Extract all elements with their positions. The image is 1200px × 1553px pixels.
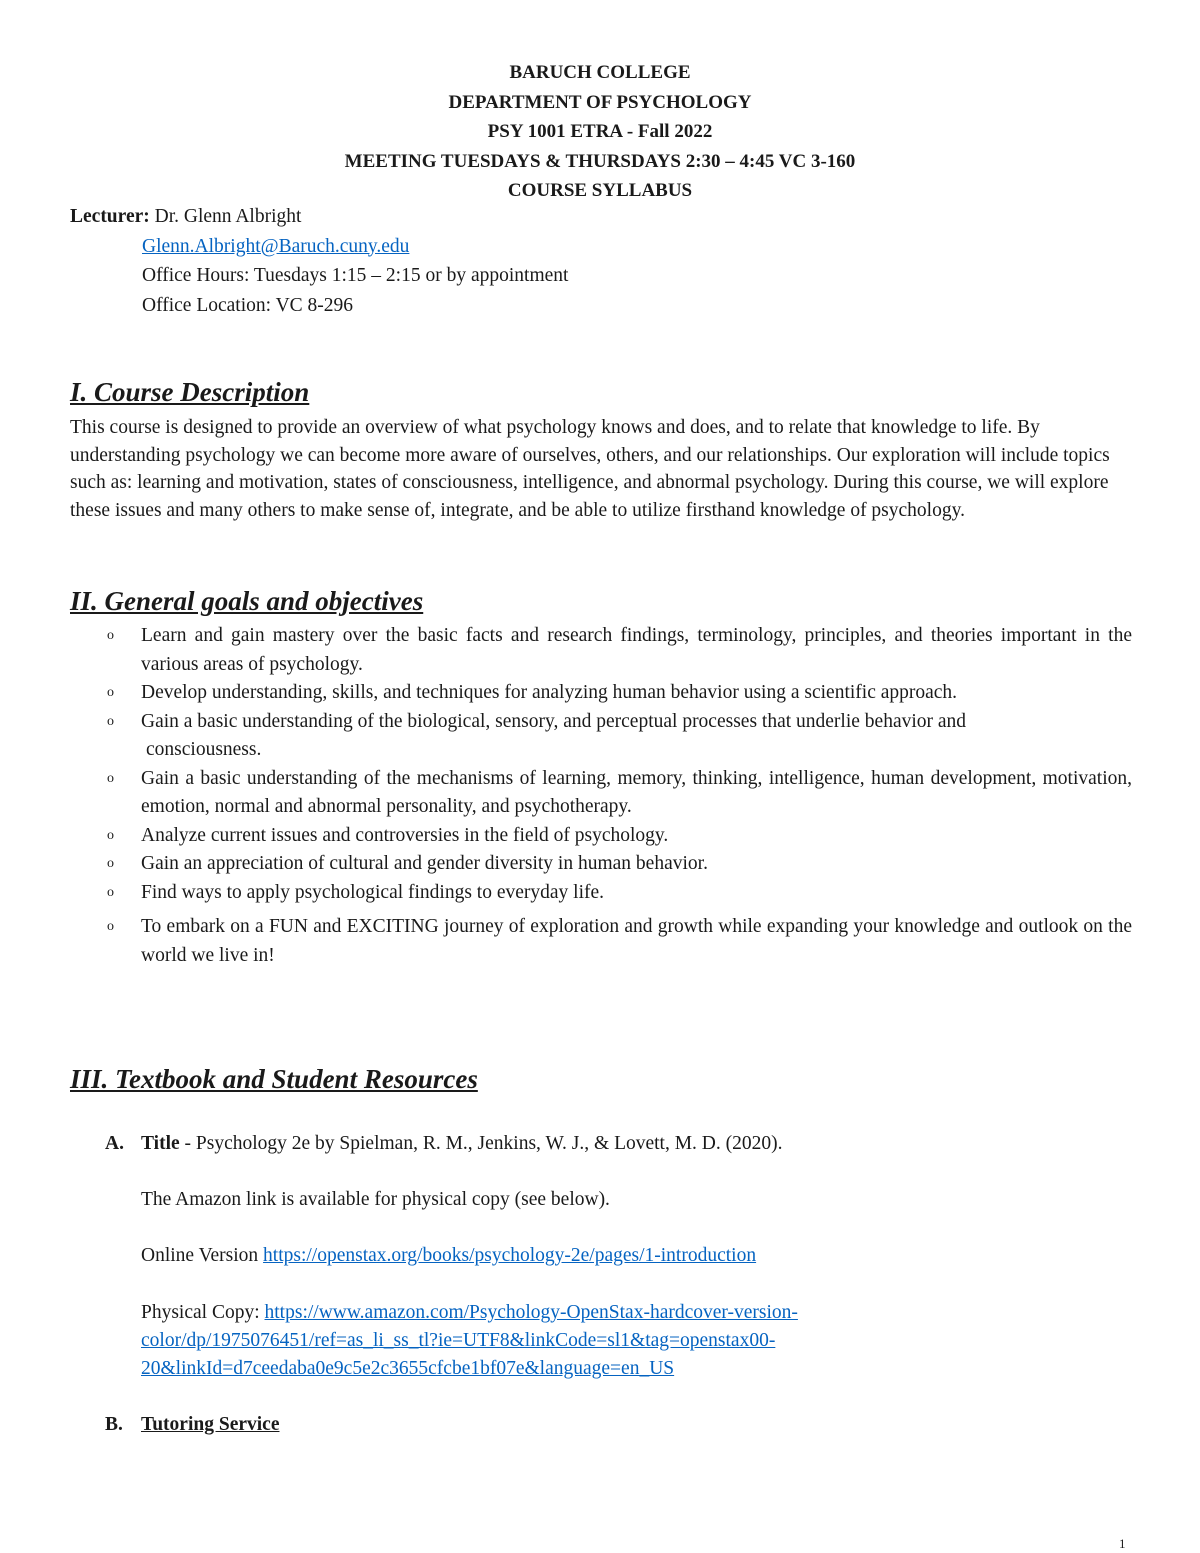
list-item: o Gain a basic understanding of the mechanisms of learning, memory, thinking, intelligence, human development, motivation, emotion, normal and abnormal personality, and psychotherapy. bbox=[70, 765, 1132, 822]
document-title: COURSE SYLLABUS bbox=[507, 180, 693, 201]
list-item: o Learn and gain mastery over the basic facts and research findings, terminology, principles, and theories important in the various areas of psychology. bbox=[70, 622, 1132, 679]
bullet-icon: o bbox=[107, 628, 114, 643]
course-description-text: This course is designed to provide an overview of what psychology knows and does, and to relate that knowledge to life. By understanding psychology we can become more aware of ourselves, others, and our relationships. Our exploration will include topics such as: learning and motivation, states of consciousness, intelligence, and abnormal psychology. During this course, we will explore these issues and many others to make sense of, integrate, and be able to utilize firsthand knowledge of psychology. bbox=[70, 417, 1110, 521]
tutoring-service-heading: Tutoring Service bbox=[141, 1414, 280, 1435]
list-item: o Gain a basic understanding of the biological, sensory, and perceptual processes that underlie behavior and bbox=[70, 708, 1132, 737]
list-item: o Analyze current issues and controversies in the field of psychology. bbox=[70, 822, 1132, 851]
bullet-icon: o bbox=[107, 713, 114, 729]
physical-copy bbox=[70, 1299, 1132, 1383]
physical-copy-link-end[interactable]: 20&linkId=d7ceedaba0e9c5e2c3655cfcbe1bf07e&language=en_US bbox=[141, 1358, 675, 1379]
section-textbook-title: III. Textbook and Student Resources bbox=[70, 1064, 478, 1094]
office-location: Office Location: VC 8-296 bbox=[142, 294, 354, 316]
lecturer-info bbox=[70, 202, 568, 320]
bullet-icon: o bbox=[107, 919, 114, 934]
lecturer-email-link[interactable]: Glenn.Albright@Baruch.cuny.edu bbox=[142, 235, 410, 257]
course-code: PSY 1001 ETRA - Fall 2022 bbox=[487, 121, 713, 142]
online-version bbox=[70, 1242, 1132, 1270]
item-marker: A. bbox=[105, 1133, 124, 1154]
physical-copy-link[interactable]: https://www.amazon.com/Psychology-OpenStax-hardcover-version- bbox=[264, 1302, 798, 1323]
office-hours: Office Hours: Tuesdays 1:15 – 2:15 or by appointment bbox=[142, 265, 569, 286]
online-version-link[interactable]: https://openstax.org/books/psychology-2e/pages/1-introduction bbox=[263, 1245, 757, 1266]
bullet-icon: o bbox=[107, 884, 114, 900]
list-item-continuation: consciousness. bbox=[146, 739, 262, 760]
textbook-title-label: Title bbox=[141, 1133, 180, 1154]
lecturer-name: Dr. Glenn Albright bbox=[149, 206, 302, 227]
bullet-icon: o bbox=[107, 685, 114, 700]
list-item: o Gain an appreciation of cultural and gender diversity in human behavior. bbox=[70, 850, 1132, 879]
physical-copy-label: Physical Copy: bbox=[141, 1302, 265, 1323]
textbook-item-a bbox=[70, 1130, 1132, 1158]
page-number: 1 bbox=[1119, 1536, 1126, 1551]
list-item: o To embark on a FUN and EXCITING journey of exploration and growth while expanding your knowledge and outlook on the world we live in! bbox=[70, 913, 1132, 970]
section-course-description-title: I. Course Description bbox=[70, 377, 310, 407]
college-name: BARUCH COLLEGE bbox=[509, 62, 691, 83]
amazon-note: The Amazon link is available for physical copy (see below). bbox=[141, 1189, 610, 1210]
bullet-icon: o bbox=[107, 770, 114, 786]
lecturer-label: Lecturer: bbox=[70, 206, 150, 227]
bullet-icon: o bbox=[107, 856, 114, 871]
item-marker: B. bbox=[105, 1414, 123, 1435]
physical-copy-link-cont[interactable]: color/dp/1975076451/ref=as_li_ss_tl?ie=UTF8&linkCode=sl1&tag=openstax00- bbox=[141, 1330, 776, 1351]
textbook-item-b bbox=[70, 1411, 1132, 1439]
meeting-times: MEETING TUESDAYS & THURSDAYS 2:30 – 4:45 VC 3-160 bbox=[344, 150, 856, 172]
bullet-icon: o bbox=[107, 827, 114, 843]
textbook-citation: - Psychology 2e by Spielman, R. M., Jenkins, W. J., & Lovett, M. D. (2020). bbox=[179, 1133, 783, 1154]
section-goals-title: II. General goals and objectives bbox=[70, 586, 424, 616]
goals-list bbox=[70, 622, 1132, 970]
department-name: DEPARTMENT OF PSYCHOLOGY bbox=[448, 91, 752, 113]
online-version-label: Online Version bbox=[141, 1245, 264, 1266]
document-header bbox=[0, 58, 1200, 206]
list-item: o Develop understanding, skills, and techniques for analyzing human behavior using a scientific approach. bbox=[70, 679, 1132, 708]
list-item: o Find ways to apply psychological findings to everyday life. bbox=[70, 879, 1132, 908]
